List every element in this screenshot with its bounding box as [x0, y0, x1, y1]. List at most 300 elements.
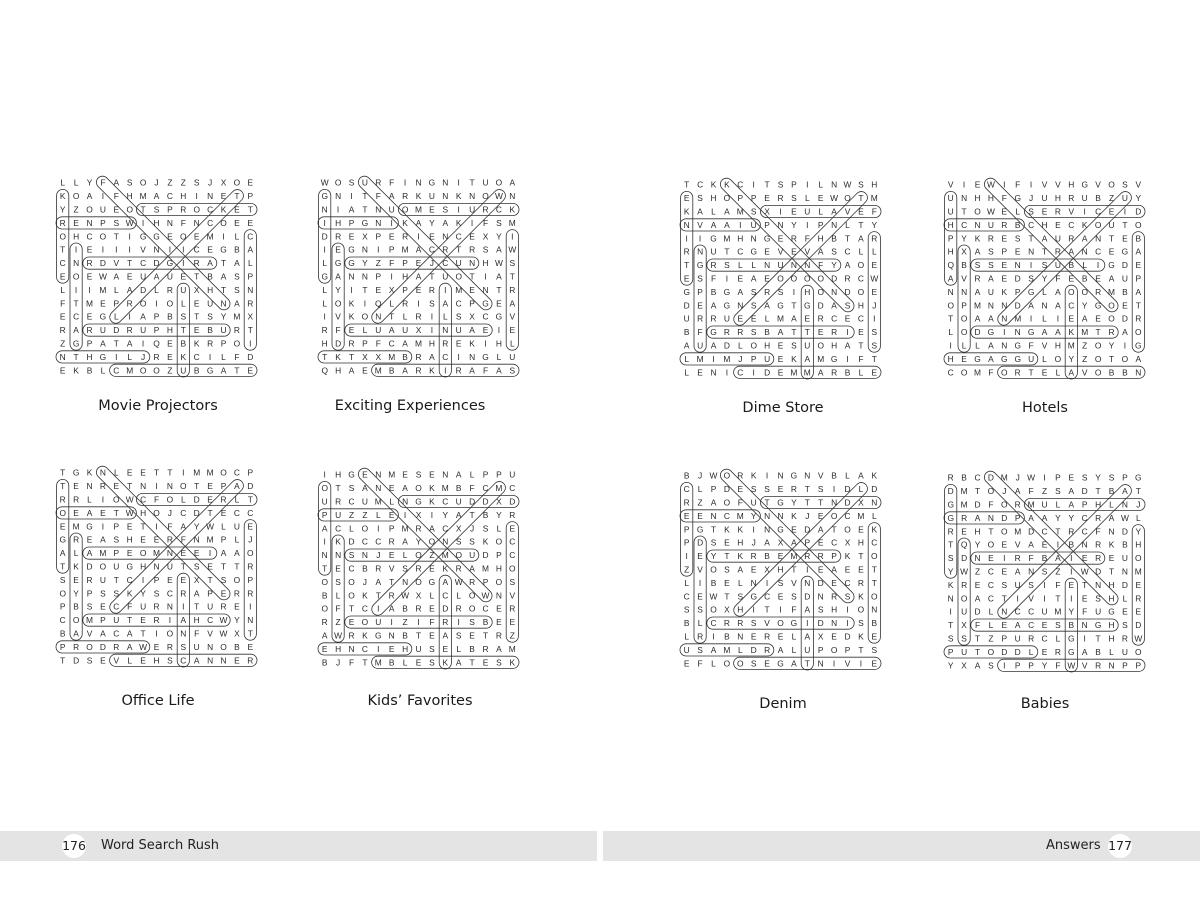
grid-letter: C — [442, 523, 449, 534]
grid-letter: R — [402, 191, 409, 202]
grid-letter: M — [153, 548, 160, 559]
grid-letter: Y — [140, 588, 146, 599]
grid-letter: T — [764, 497, 770, 508]
grid-letter: R — [974, 273, 981, 284]
grid-letter: N — [442, 325, 449, 336]
grid-letter: J — [872, 300, 877, 311]
grid-letter: N — [974, 219, 981, 230]
grid-letter: I — [141, 217, 145, 228]
grid-letter: P — [100, 615, 106, 626]
grid-letter: J — [470, 523, 475, 534]
letter-grid — [318, 468, 519, 669]
grid-letter: U — [361, 496, 368, 507]
grid-letter: N — [710, 510, 717, 521]
grid-letter: N — [790, 260, 797, 271]
grid-letter: U — [683, 313, 690, 324]
grid-letter: A — [858, 233, 864, 244]
grid-letter: C — [348, 563, 355, 574]
grid-letter: E — [153, 534, 160, 545]
grid-letter: S — [1095, 593, 1101, 604]
grid-letter: T — [362, 284, 368, 295]
grid-letter: G — [696, 260, 704, 271]
grid-letter: O — [334, 298, 342, 309]
grid-letter: C — [844, 577, 851, 588]
grid-letter: T — [948, 620, 954, 631]
grid-letter: F — [1055, 660, 1061, 671]
grid-letter: O — [72, 615, 80, 626]
grid-letter: O — [59, 507, 66, 518]
grid-letter: E — [429, 630, 435, 641]
grid-letter: A — [764, 537, 770, 548]
grid-letter: N — [140, 481, 147, 492]
grid-letter: R — [1121, 633, 1128, 644]
grid-letter: R — [415, 563, 422, 574]
grid-letter: S — [429, 657, 435, 668]
grid-letter: C — [361, 536, 368, 547]
grid-letter: B — [831, 233, 837, 244]
grid-letter: Y — [220, 311, 227, 322]
grid-letter: P — [1014, 286, 1021, 297]
grid-letter: B — [402, 630, 408, 641]
grid-letter: T — [804, 497, 810, 508]
grid-letter: T — [60, 244, 66, 255]
grid-letter: D — [1081, 486, 1088, 497]
grid-letter: E — [1108, 206, 1115, 217]
grid-letter: F — [871, 206, 877, 217]
grid-letter: P — [697, 286, 703, 297]
grid-letter: O — [830, 644, 838, 655]
grid-letter: R — [1028, 633, 1035, 644]
grid-letter: R — [73, 641, 80, 652]
grid-letter: T — [127, 258, 133, 269]
grid-letter: P — [1135, 273, 1142, 284]
grid-letter: A — [180, 615, 187, 626]
grid-letter: T — [469, 657, 475, 668]
grid-letter: U — [1028, 353, 1035, 364]
grid-letter: W — [454, 576, 463, 587]
grid-letter: A — [1135, 286, 1142, 297]
grid-letter: N — [99, 467, 106, 478]
grid-letter: A — [375, 576, 382, 587]
grid-letter: O — [960, 313, 968, 324]
grid-letter: H — [86, 351, 93, 362]
grid-letter: X — [415, 325, 422, 336]
grid-letter: R — [831, 327, 838, 338]
grid-letter: T — [389, 576, 395, 587]
grid-letter: G — [723, 300, 731, 311]
grid-letter: E — [496, 298, 502, 309]
grid-letter: N — [947, 593, 954, 604]
grid-letter: N — [469, 191, 476, 202]
grid-letter: A — [509, 177, 516, 188]
grid-letter: U — [961, 646, 968, 657]
grid-letter: P — [375, 231, 382, 242]
grid-letter: I — [752, 524, 755, 535]
grid-letter: L — [988, 620, 994, 631]
grid-letter: K — [791, 353, 797, 364]
grid-letter: I — [511, 231, 514, 242]
grid-letter: C — [482, 311, 489, 322]
grid-letter: I — [859, 658, 863, 669]
grid-letter: N — [166, 548, 173, 559]
grid-letter: L — [100, 365, 106, 376]
grid-letter: F — [375, 191, 381, 202]
grid-letter: I — [323, 217, 326, 228]
grid-letter: E — [234, 204, 240, 215]
grid-letter: S — [683, 604, 690, 615]
grid-letter: N — [1121, 566, 1128, 577]
grid-letter: Y — [496, 509, 502, 520]
grid-letter: G — [1081, 179, 1088, 190]
grid-letter: B — [1135, 233, 1142, 244]
grid-letter: D — [947, 486, 954, 497]
grid-letter: A — [86, 507, 93, 518]
grid-letter: C — [509, 483, 516, 494]
grid-letter: A — [429, 351, 435, 362]
grid-letter: W — [401, 590, 410, 601]
grid-letter: T — [140, 521, 146, 532]
grid-letter: I — [846, 353, 849, 364]
grid-letter: L — [1055, 499, 1061, 510]
grid-letter: Z — [375, 258, 381, 269]
grid-letter: M — [1134, 566, 1142, 577]
grid-letter: E — [1135, 579, 1142, 590]
grid-letter: S — [153, 588, 160, 599]
grid-letter: K — [86, 467, 93, 478]
grid-letter: S — [469, 536, 475, 547]
grid-letter: U — [335, 509, 342, 520]
grid-letter: B — [1095, 193, 1101, 204]
grid-letter: E — [871, 286, 878, 297]
letter-grid — [56, 176, 257, 377]
grid-letter: E — [59, 365, 66, 376]
grid-letter: O — [180, 481, 187, 492]
grid-letter: H — [482, 258, 489, 269]
grid-letter: I — [1123, 206, 1127, 217]
grid-letter: U — [140, 601, 147, 612]
grid-letter: X — [375, 351, 382, 362]
grid-letter: G — [683, 286, 690, 297]
grid-letter: S — [750, 286, 757, 297]
grid-letter: W — [125, 507, 134, 518]
grid-letter: L — [684, 631, 690, 642]
grid-letter: V — [1028, 593, 1034, 604]
grid-letter: A — [844, 260, 851, 271]
grid-letter: L — [127, 351, 133, 362]
grid-letter: N — [871, 497, 878, 508]
grid-letter: Z — [509, 630, 515, 641]
grid-letter: A — [804, 604, 811, 615]
grid-letter: E — [1055, 219, 1061, 230]
grid-letter: O — [750, 340, 757, 351]
grid-letter: D — [482, 550, 489, 561]
grid-letter: T — [456, 244, 462, 255]
grid-letter: E — [234, 601, 240, 612]
grid-letter: E — [388, 483, 395, 494]
grid-letter: A — [59, 548, 66, 559]
grid-letter: R — [1095, 539, 1102, 550]
grid-letter: M — [1067, 340, 1075, 351]
grid-letter: N — [375, 311, 382, 322]
grid-letter: R — [469, 244, 476, 255]
grid-letter: R — [348, 338, 355, 349]
grid-letter: I — [1043, 593, 1046, 604]
grid-letter: H — [153, 655, 160, 666]
grid-letter: I — [141, 338, 145, 349]
grid-letter: E — [858, 524, 864, 535]
grid-letter: Y — [871, 219, 878, 230]
grid-letter: X — [764, 564, 770, 575]
grid-letter: L — [684, 353, 690, 364]
grid-letter: A — [348, 204, 355, 215]
letter-grid — [680, 178, 881, 379]
grid-letter: O — [987, 486, 995, 497]
grid-letter: E — [86, 534, 93, 545]
grid-letter: I — [377, 643, 380, 654]
grid-letter: T — [974, 486, 981, 497]
grid-letter: E — [777, 340, 784, 351]
grid-letter: G — [777, 300, 784, 311]
grid-letter: F — [858, 353, 864, 364]
grid-letter: I — [1083, 206, 1086, 217]
grid-letter: M — [1108, 286, 1115, 297]
grid-letter: R — [1054, 206, 1061, 217]
grid-letter: P — [764, 219, 770, 230]
grid-letter: A — [442, 217, 449, 228]
grid-letter: O — [321, 603, 328, 614]
grid-letter: A — [831, 564, 837, 575]
grid-letter: T — [113, 574, 119, 585]
grid-letter: E — [1041, 539, 1048, 550]
grid-letter: F — [469, 483, 475, 494]
grid-letter: A — [126, 284, 133, 295]
grid-letter: K — [59, 191, 66, 202]
grid-letter: U — [482, 177, 489, 188]
grid-letter: U — [509, 469, 516, 480]
grid-letter: O — [1108, 179, 1115, 190]
grid-letter: O — [233, 338, 241, 349]
grid-letter: G — [1014, 193, 1021, 204]
grid-letter: C — [710, 618, 717, 629]
grid-letter: X — [724, 604, 730, 615]
grid-letter: T — [322, 351, 328, 362]
grid-letter: B — [961, 472, 967, 483]
grid-letter: I — [323, 469, 326, 480]
grid-letter: I — [1056, 313, 1060, 324]
grid-letter: W — [830, 193, 839, 204]
grid-letter: G — [220, 244, 227, 255]
grid-letter: C — [86, 231, 93, 242]
grid-letter: H — [737, 233, 744, 244]
grid-letter: O — [220, 467, 227, 478]
grid-letter: E — [750, 631, 757, 642]
grid-letter: S — [415, 469, 422, 480]
grid-letter: R — [415, 311, 422, 322]
grid-letter: N — [166, 601, 173, 612]
grid-letter: B — [234, 244, 240, 255]
grid-letter: C — [987, 593, 994, 604]
grid-letter: U — [1054, 260, 1061, 271]
grid-letter: N — [193, 217, 200, 228]
grid-letter: N — [469, 351, 476, 362]
grid-letter: S — [750, 300, 757, 311]
grid-letter: E — [362, 365, 368, 376]
grid-letter: I — [806, 564, 809, 575]
grid-letter: G — [99, 351, 107, 362]
grid-letter: H — [817, 233, 824, 244]
grid-letter: U — [361, 177, 368, 188]
grid-letter: O — [947, 300, 954, 311]
grid-letter: P — [496, 550, 502, 561]
grid-letter: A — [234, 298, 240, 309]
grid-letter: S — [180, 641, 187, 652]
grid-letter: U — [987, 219, 994, 230]
grid-letter: Z — [697, 497, 703, 508]
grid-letter: R — [764, 644, 771, 655]
grid-letter: C — [723, 510, 730, 521]
grid-letter: F — [335, 325, 341, 336]
grid-letter: E — [335, 563, 341, 574]
grid-letter: R — [1095, 512, 1102, 523]
grid-letter: A — [193, 588, 200, 599]
grid-letter: E — [791, 524, 797, 535]
grid-letter: A — [1041, 512, 1048, 523]
grid-letter: A — [388, 603, 395, 614]
grid-letter: E — [193, 231, 200, 242]
grid-letter: J — [376, 550, 381, 561]
grid-letter: S — [86, 655, 93, 666]
grid-letter: C — [59, 615, 66, 626]
grid-letter: R — [207, 338, 214, 349]
grid-letter: A — [86, 191, 93, 202]
grid-letter: L — [402, 657, 408, 668]
grid-letter: E — [858, 206, 864, 217]
grid-letter: A — [100, 628, 106, 639]
grid-letter: P — [153, 311, 160, 322]
grid-letter: C — [126, 574, 133, 585]
grid-letter: E — [871, 631, 878, 642]
grid-letter: U — [1041, 606, 1048, 617]
grid-letter: I — [712, 631, 715, 642]
grid-letter: E — [737, 273, 744, 284]
grid-letter: U — [777, 260, 784, 271]
grid-letter: R — [126, 325, 133, 336]
grid-letter: A — [1135, 246, 1142, 257]
grid-letter: O — [1001, 526, 1008, 537]
grid-letter: E — [482, 657, 489, 668]
grid-letter: K — [180, 351, 187, 362]
grid-letter: E — [388, 509, 395, 520]
grid-letter: C — [764, 591, 771, 602]
grid-letter: B — [455, 483, 462, 494]
grid-letter: P — [1055, 472, 1061, 483]
grid-letter: G — [206, 365, 214, 376]
grid-letter: D — [974, 327, 981, 338]
grid-letter: G — [790, 470, 798, 481]
grid-letter: E — [831, 577, 837, 588]
grid-letter: Z — [60, 338, 66, 349]
grid-letter: I — [779, 206, 782, 217]
grid-letter: I — [779, 604, 782, 615]
grid-letter: K — [871, 524, 878, 535]
grid-letter: L — [858, 367, 864, 378]
grid-letter: I — [128, 244, 131, 255]
grid-letter: X — [415, 509, 422, 520]
grid-letter: I — [74, 284, 78, 295]
grid-letter: K — [509, 204, 516, 215]
grid-letter: U — [99, 204, 106, 215]
grid-letter: N — [193, 534, 200, 545]
grid-letter: N — [375, 217, 382, 228]
answer-loop — [680, 219, 760, 231]
grid-letter: O — [817, 340, 824, 351]
grid-letter: Z — [180, 177, 186, 188]
grid-letter: D — [1014, 273, 1021, 284]
grid-letter: O — [348, 590, 355, 601]
grid-letter: I — [457, 177, 460, 188]
grid-letter: J — [429, 258, 434, 269]
grid-letter: U — [764, 353, 771, 364]
grid-letter: A — [988, 353, 994, 364]
grid-letter: R — [509, 284, 516, 295]
grid-letter: L — [858, 246, 864, 257]
grid-letter: C — [455, 231, 462, 242]
grid-letter: R — [348, 630, 355, 641]
grid-letter: A — [988, 273, 994, 284]
grid-letter: E — [429, 563, 435, 574]
grid-letter: A — [974, 512, 981, 523]
grid-letter: K — [710, 179, 717, 190]
grid-letter: Y — [750, 510, 757, 521]
grid-letter: T — [73, 351, 79, 362]
grid-letter: S — [791, 340, 797, 351]
grid-letter: K — [362, 590, 368, 601]
grid-letter: A — [1014, 620, 1021, 631]
grid-letter: T — [482, 630, 489, 641]
grid-letter: O — [220, 641, 227, 652]
grid-letter: L — [751, 260, 757, 271]
grid-letter: K — [442, 657, 449, 668]
grid-letter: B — [961, 260, 967, 271]
grid-letter: A — [402, 483, 408, 494]
grid-letter: L — [1042, 313, 1047, 324]
grid-letter: E — [1095, 273, 1101, 284]
grid-letter: T — [362, 204, 368, 215]
grid-letter: I — [752, 179, 755, 190]
grid-letter: E — [415, 657, 422, 668]
grid-letter: C — [428, 244, 435, 255]
grid-letter: U — [402, 325, 409, 336]
grid-letter: I — [1003, 660, 1006, 671]
grid-letter: S — [988, 660, 994, 671]
grid-letter: C — [193, 351, 200, 362]
grid-letter: M — [1014, 313, 1022, 324]
grid-letter: U — [166, 561, 173, 572]
grid-letter: A — [1055, 327, 1061, 338]
puzzle-grid-babies — [944, 471, 1145, 672]
grid-letter: E — [764, 273, 770, 284]
grid-letter: N — [777, 219, 784, 230]
grid-letter: U — [388, 204, 395, 215]
grid-letter: R — [153, 351, 160, 362]
grid-letter: F — [1028, 486, 1034, 497]
grid-letter: A — [1041, 233, 1048, 244]
grid-letter: A — [710, 644, 717, 655]
grid-letter: T — [180, 325, 186, 336]
grid-letter: C — [482, 483, 489, 494]
grid-letter: P — [831, 551, 837, 562]
grid-letter: G — [723, 286, 731, 297]
